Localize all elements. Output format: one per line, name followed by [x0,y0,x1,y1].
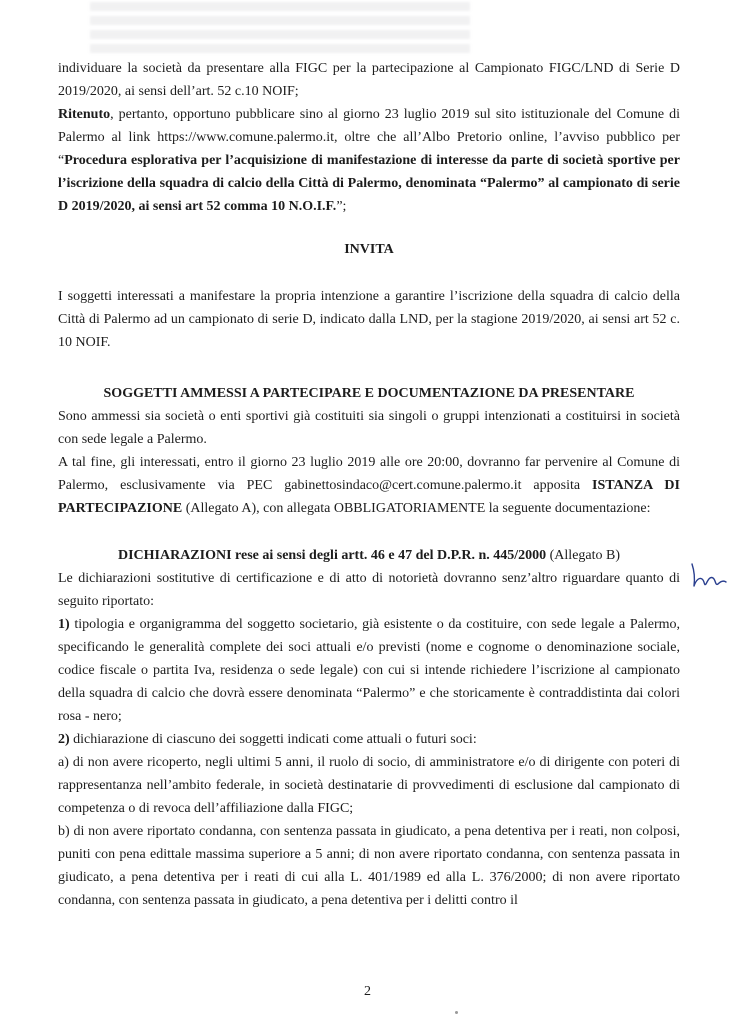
ritenuto-end: ”; [336,199,347,214]
list-item-1-number: 1) [58,617,70,632]
list-item-b-text: b) di non avere riportato condanna, con sentenza passata in giudicato, a pena detentiva per i reati, non colposi, puniti con pena edittale massima superiore a 5 anni; di non avere riportato condanna, con sentenza passata in giudicato, a pena detentiva per i reati di cui alla L. 401/1989 ed alla L. 376/2000; di non avere riportato condanna, con sentenza passata in giudicato, a pena detentiva per i delitti contro il [58,824,680,908]
document-body [58,57,680,912]
signature-mark [688,560,728,592]
list-item-2 [58,728,680,751]
scan-speck [455,1011,458,1014]
ritenuto-text: , pertanto, opportuno pubblicare sino al giorno 23 luglio 2019 sul sito istituzionale del Comune di Palermo al link https://www.comune.palermo.it, oltre che all’Albo Pretorio online, l’avviso pubblico per “ [58,107,680,168]
list-item-2-text: dichiarazione di ciascuno dei soggetti indicati come attuali o futuri soci: [69,732,477,747]
paragraph-invita [58,285,680,354]
list-item-a-text: a) di non avere ricoperto, negli ultimi 5 anni, il ruolo di socio, di amministratore e/o di dirigente con poteri di rappresentanza nell’ambito federale, in società destinatarie di provvedimenti di esclusione dal campionato di competenza o di revoca dell’affiliazione dalla FIGC; [58,755,680,816]
heading-soggetti: SOGGETTI AMMESSI A PARTECIPARE E DOCUMENTAZIONE DA PRESENTARE [103,386,635,401]
paragraph-termini-text: A tal fine, gli interessati, entro il giorno 23 luglio 2019 alle ore 20:00, dovranno far pervenire al Comune di Palermo, esclusivamente via PEC gabinettosindaco@cert.comune.palermo.it apposita [58,455,680,493]
heading-dichiarazioni [58,544,680,567]
istanza-label: ISTANZA DI PARTECIPAZIONE [58,478,680,516]
paragraph-invita-text: I soggetti interessati a manifestare la propria intenzione a garantire l’iscrizione della squadra di calcio della Città di Palermo ad un campionato di serie D, indicato dalla LND, per la stagione 2019/2020, ai sensi art 52 c. 10 NOIF. [58,289,680,350]
procedure-title: Procedura esplorativa per l’acquisizione di manifestazione di interesse da parte di società sportive per l’iscrizione della squadra di calcio della Città di Palermo, denominata “Palermo” al campionato di serie D 2019/2020, ai sensi art 52 comma 10 N.O.I.F. [58,153,680,214]
list-item-1-text: tipologia e organigramma del soggetto societario, già esistente o da costituire, con sede legale a Palermo, specificando le generalità complete dei soci attuali e/o previsti (nome e cognome o denominazione sociale, codice fiscale o partita Iva, residenza o sede legale) con cui si intende richiedere l’iscrizione al campionato della squadra di calcio che dovrà essere denominata “Palermo” e che storicamente è contraddistinta dai colori rosa - nero; [58,617,680,724]
paragraph-dichiarazioni [58,567,680,613]
heading-dichiarazioni-allegato: (Allegato B) [546,548,621,563]
list-item-a [58,751,680,820]
heading-dichiarazioni-bold: DICHIARAZIONI rese ai sensi degli artt. 46 e 47 del D.P.R. n. 445/2000 [117,548,547,563]
list-item-b [58,820,680,912]
paragraph-ammessi-text: Sono ammessi sia società o enti sportivi già costituiti sia singoli o gruppi intenzionati a costituirsi in società con sede legale a Palermo. [58,409,680,447]
paragraph-ammessi [58,405,680,451]
paragraph-ritenuto [58,103,680,218]
page-number: 2 [364,984,371,999]
heading-invita: INVITA [344,242,394,257]
paragraph-intro-text: individuare la società da presentare alla FIGC per la partecipazione al Campionato FIGC/LND di Serie D 2019/2020, ai sensi dell’art. 52 c.10 NOIF; [58,61,680,99]
list-item-2-number: 2) [58,732,70,747]
paragraph-termini-end: (Allegato A), con allegata OBBLIGATORIAMENTE la seguente documentazione: [182,501,651,516]
paragraph-dichiarazioni-text: Le dichiarazioni sostitutive di certificazione e di atto di notorietà dovranno senz’altro riguardare quanto di seguito riportato: [58,571,680,609]
paragraph-termini [58,451,680,520]
paragraph-intro [58,57,680,103]
list-item-1 [58,613,680,728]
ritenuto-label: Ritenuto [58,107,111,122]
bleed-through-text [90,2,470,54]
